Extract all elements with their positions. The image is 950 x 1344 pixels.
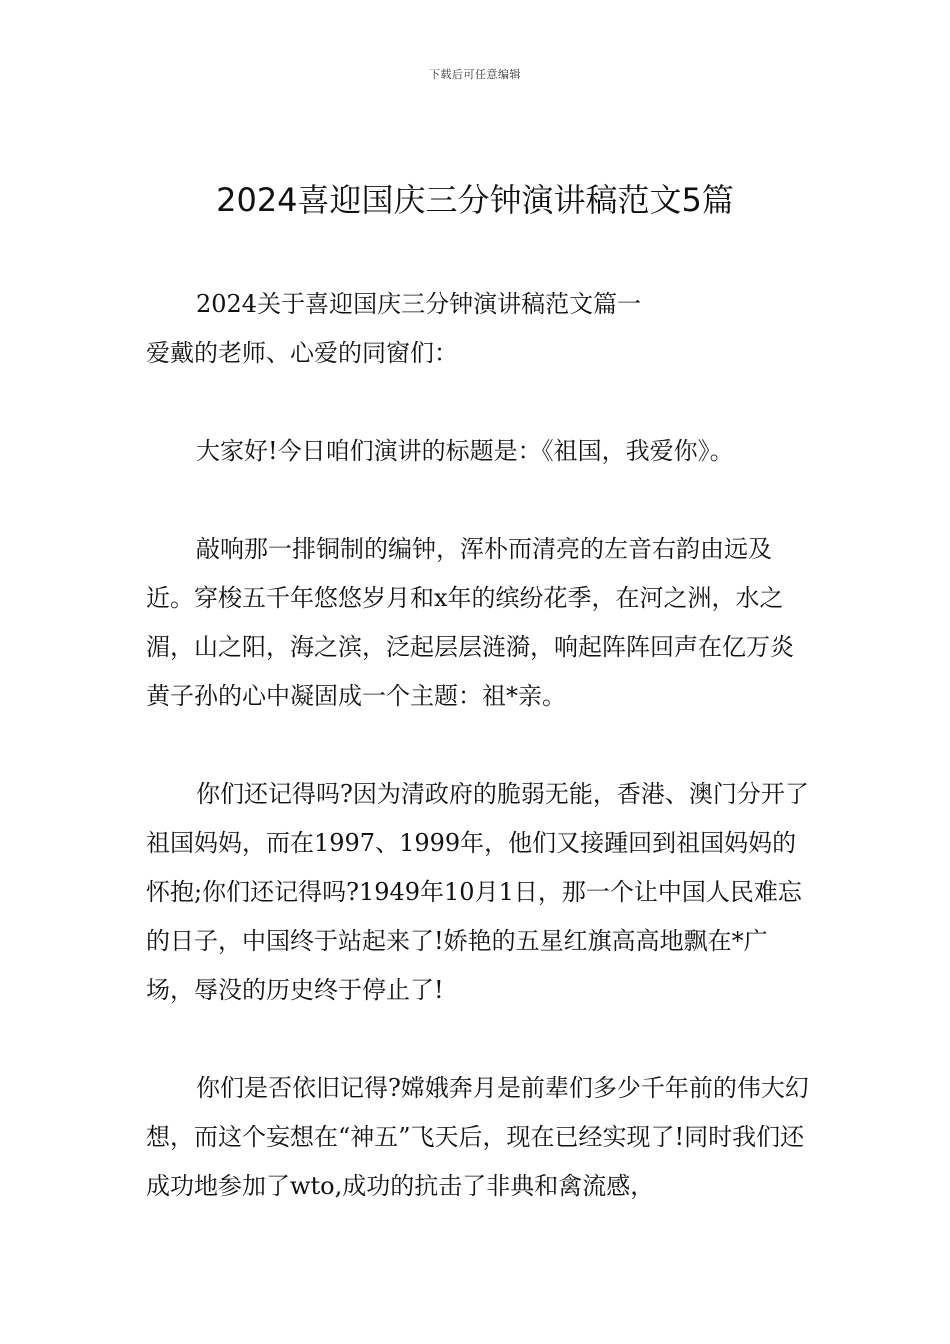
paragraph-gap [146,1015,814,1064]
document-title: 2024喜迎国庆三分钟演讲稿范文5篇 [216,181,734,219]
paragraph-gap [146,378,814,427]
document-body [146,280,814,1211]
section-subtitle: 2024关于喜迎国庆三分钟演讲稿范文篇一 [196,290,642,318]
salutation: 爱戴的老师、心爱的同窗们： [146,339,458,367]
header-note: 下载后可任意编辑 [429,68,521,81]
paragraph-gap [146,721,814,770]
paragraph: 你们还记得吗?因为清政府的脆弱无能，香港、澳门分开了祖国妈妈，而在1997、1999年，他们又接踵回到祖国妈妈的怀抱;你们还记得吗?1949年10月1日，那一个让中国人民难忘的日子，中国终于站起来了!娇艳的五星红旗高高地飘在*广场，辱没的历史终于停止了! [146,780,809,1004]
paragraph-gap [146,476,814,525]
paragraph: 敲响那一排铜制的编钟，浑朴而清亮的左音右韵由远及近。穿梭五千年悠悠岁月和x年的缤纷花季，在河之洲，水之湄，山之阳，海之滨，泛起层层涟漪，响起阵阵回声在亿万炎黄子孙的心中凝固成一个主题：祖*亲。 [146,535,794,710]
paragraph: 你们是否依旧记得?嫦娥奔月是前辈们多少千年前的伟大幻想，而这个妄想在“神五”飞天后，现在已经实现了!同时我们还成功地参加了wto,成功的抗击了非典和禽流感， [146,1074,809,1200]
paragraph: 大家好!今日咱们演讲的标题是：《祖国，我爱你》。 [196,437,734,465]
